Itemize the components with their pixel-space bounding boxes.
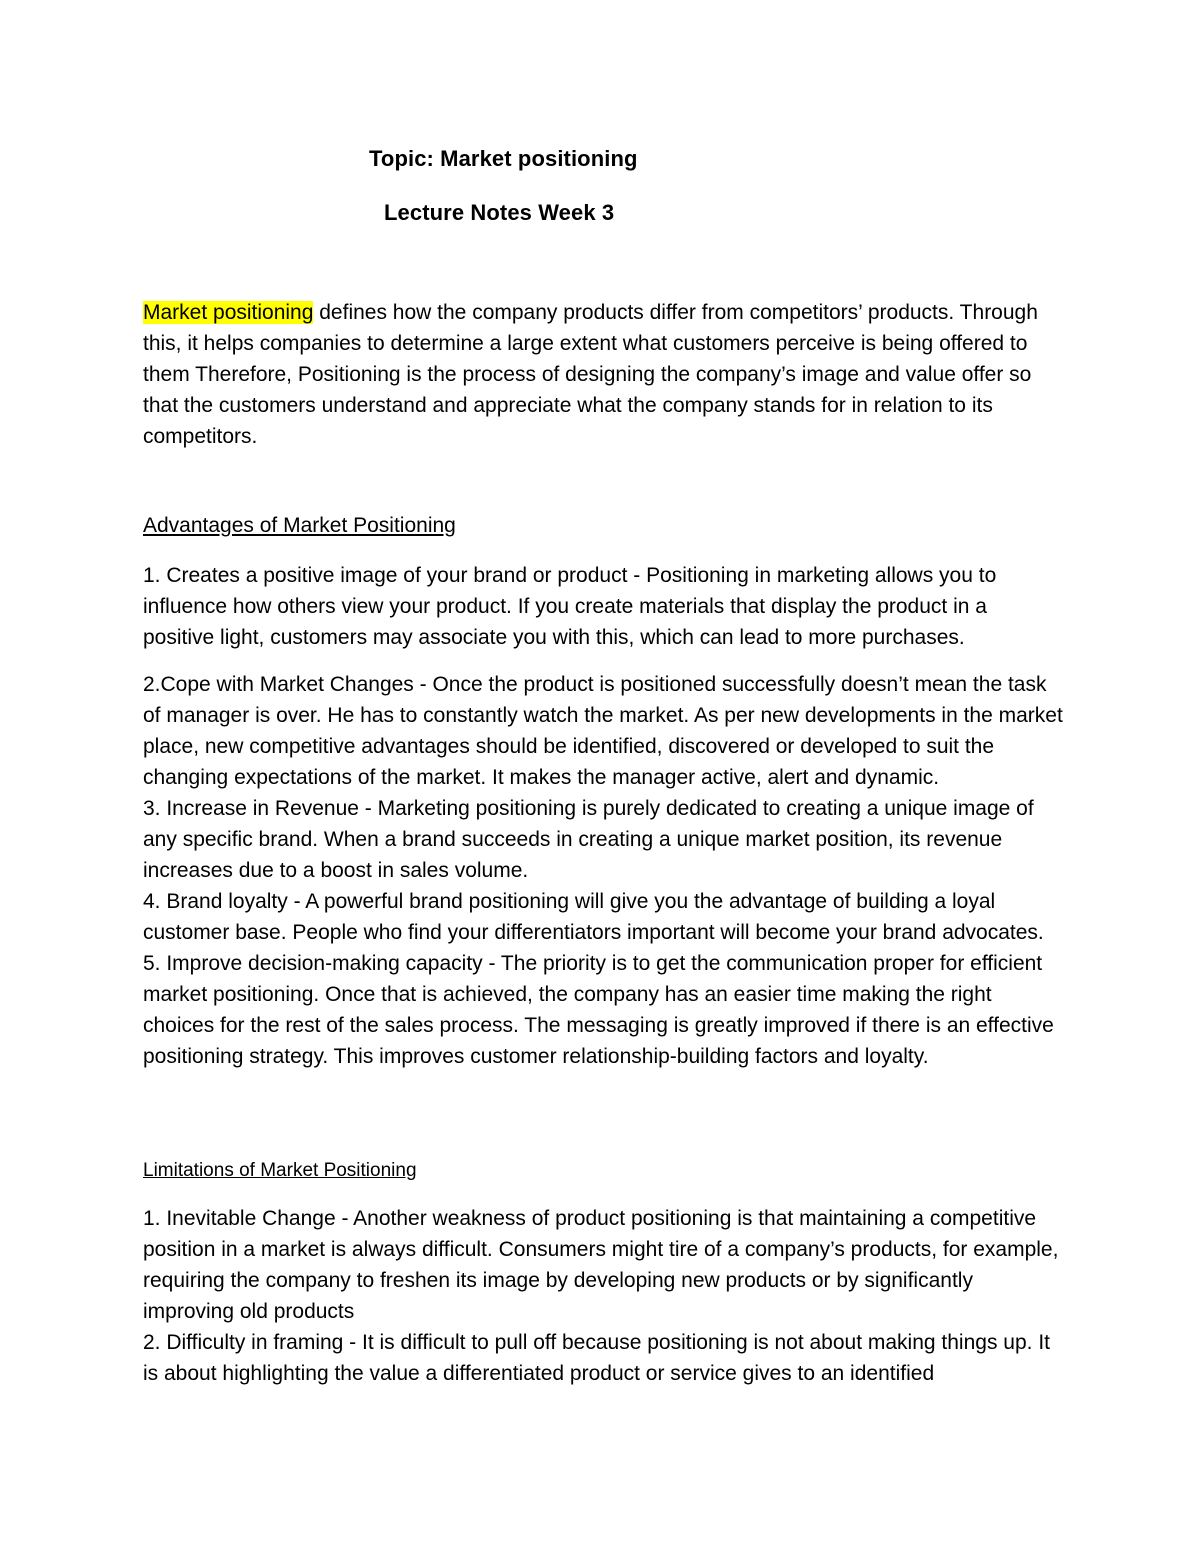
advantages-list	[143, 560, 1063, 1072]
list-item: 1. Creates a positive image of your brand or product - Positioning in marketing allows you to influence how others view your product. If you create materials that display the product in a positive light, customers may associate you with this, which can lead to more purchases.	[143, 564, 997, 649]
list-item: 3. Increase in Revenue - Marketing positioning is purely dedicated to creating a unique image of any specific brand. When a brand succeeds in creating a unique market position, its revenue increases due to a boost in sales volume.	[143, 797, 1034, 882]
advantages-heading: Advantages of Market Positioning	[143, 514, 456, 537]
intro-text: defines how the company products differ from competitors’ products. Through this, it helps companies to determine a large extent what customers perceive is being offered to them Therefore, Positioning is the process of designing the company’s image and value offer so that the customers understand and appreciate what the company stands for in relation to its competitors.	[143, 301, 1038, 448]
list-item: 1. Inevitable Change - Another weakness of product positioning is that maintaining a competitive position in a market is always difficult. Consumers might tire of a company’s products, for example, requiring the company to freshen its image by developing new products or by significantly improving old products	[143, 1207, 1059, 1323]
list-item: 2. Difficulty in framing - It is difficult to pull off because positioning is not about making things up. It is about highlighting the value a differentiated product or service gives to an identified	[143, 1331, 1050, 1385]
list-item: 4. Brand loyalty - A powerful brand positioning will give you the advantage of building a loyal customer base. People who find your differentiators important will become your brand advocates.	[143, 890, 1044, 944]
intro-paragraph	[143, 297, 1063, 452]
list-item: 2.Cope with Market Changes - Once the product is positioned successfully doesn’t mean the task of manager is over. He has to constantly watch the market. As per new developments in the market place, new competitive advantages should be identified, discovered or developed to suit the changing expectations of the market. It makes the manager active, alert and dynamic.	[143, 673, 1063, 789]
limitations-heading: Limitations of Market Positioning	[143, 1160, 417, 1181]
list-item: 5. Improve decision-making capacity - The priority is to get the communication proper for efficient market positioning. Once that is achieved, the company has an easier time making the right choices for the rest of the sales process. The messaging is greatly improved if there is an effective positioning strategy. This improves customer relationship-building factors and loyalty.	[143, 952, 1054, 1068]
page-title: Topic: Market positioning	[369, 146, 638, 171]
page-subtitle: Lecture Notes Week 3	[384, 200, 615, 225]
highlighted-term: Market positioning	[143, 301, 314, 324]
limitations-list	[143, 1203, 1063, 1389]
